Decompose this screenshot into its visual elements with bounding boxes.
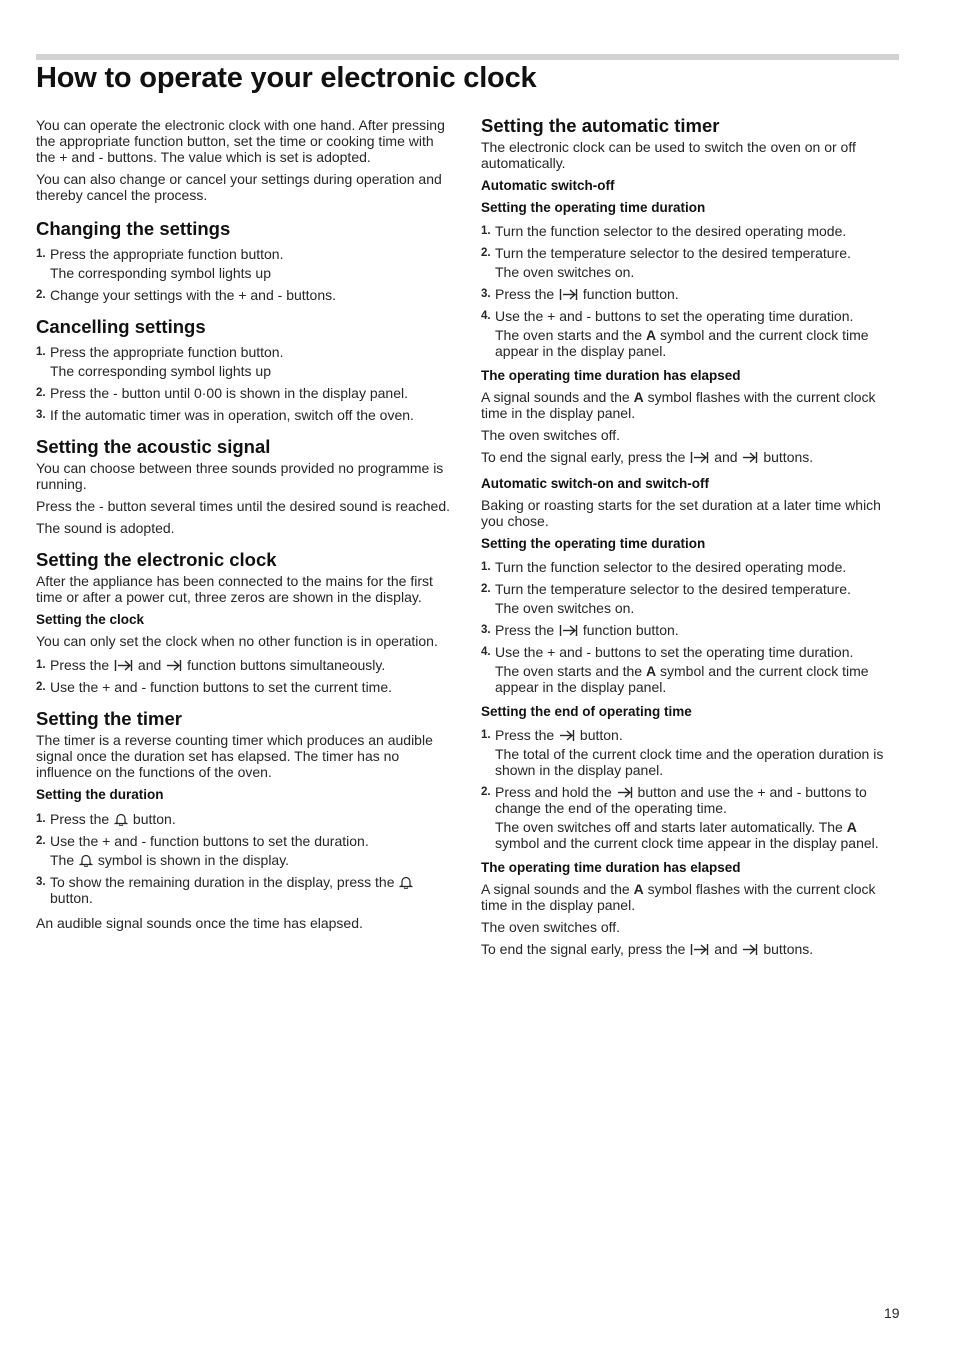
step-number: 1. [481,561,491,573]
sub-heading-setting-clock: Setting the clock [36,612,145,627]
paragraph: The electronic clock can be used to switch the oven on or off automatically. [481,139,856,171]
step-text: function button. [582,286,679,302]
step-result [495,819,899,851]
paragraph: The sound is adopted. [36,520,175,536]
step-text: button. [132,811,176,827]
step-text: button. [579,727,623,743]
step-text: Turn the function selector to the desired operating mode. [495,559,847,575]
step-text: Press the - button until 0·00 is shown in the display panel. [50,385,408,401]
list-item [36,874,454,906]
step-result [495,663,899,695]
step-text: function buttons simultaneously. [187,657,386,673]
text-run: and [714,449,738,465]
list-item [481,622,899,638]
text-run: A signal sounds and the [481,389,630,405]
end-time-icon [166,659,182,672]
duration-icon [559,288,578,301]
bell-icon [79,853,93,867]
end-time-icon [742,943,758,956]
list-item [481,223,899,239]
section-heading-changing: Changing the settings [36,218,231,239]
step-text: button and use the + and - buttons to change the end of the operating time. [495,784,867,816]
end-time-icon [742,451,758,464]
section-heading-acoustic: Setting the acoustic signal [36,436,271,457]
step-text: symbol and the current clock time appear in the display panel. [495,327,869,359]
list-item [36,833,454,868]
step-text: Press the [50,811,110,827]
step-result: The corresponding symbol lights up [50,265,272,281]
paragraph [481,881,899,913]
text-run: A signal sounds and the [481,881,630,897]
switch-off-steps [481,223,899,359]
list-item [36,407,454,423]
sub-heading-elapsed: The operating time duration has elapsed [481,860,741,875]
text-run: buttons. [763,449,814,465]
duration-icon [559,624,578,637]
list-item [36,246,454,281]
sub-heading-operating-time: Setting the operating time duration [481,536,706,551]
list-item [36,679,454,695]
page-title: How to operate your electronic clock [36,62,537,94]
step-number: 1. [481,729,491,741]
automatic-symbol: A [633,389,644,405]
cancelling-steps [36,344,454,423]
step-result: The oven switches on. [495,264,635,280]
step-number: 1. [481,225,491,237]
text-run: symbol flashes with the current clock time in the display panel. [481,881,876,913]
paragraph: You can only set the clock when no other function is in operation. [36,633,438,649]
list-item [36,811,454,827]
sub-heading-end-time: Setting the end of operating time [481,704,692,719]
step-text: Press the [495,286,555,302]
step-text: function button. [582,622,679,638]
duration-icon [690,943,709,956]
section-heading-cancelling: Cancelling settings [36,316,206,337]
text-run: symbol flashes with the current clock time in the display panel. [481,389,876,421]
step-number: 2. [36,835,46,847]
step-number: 3. [36,409,46,421]
intro-paragraph: You can operate the electronic clock with one hand. After pressing the appropriate function button, set the time or cooking time with the + and - buttons. The value which is set is adopted. [36,117,445,165]
step-number: 1. [36,813,46,825]
list-item [36,385,454,401]
sub-heading-automatic-switch-off: Automatic switch-off [481,178,615,193]
list-item [481,559,899,575]
step-text: symbol is shown in the display. [97,852,290,868]
paragraph: An audible signal sounds once the time has elapsed. [36,915,363,931]
bell-icon [399,875,413,889]
step-text: The oven starts and the [495,663,643,679]
step-number: 3. [481,624,491,636]
step-result: The oven switches on. [495,600,635,616]
step-text: The oven switches off and starts later automatically. The [495,819,843,835]
automatic-symbol: A [645,327,657,343]
step-text: Use the + and - buttons to set the operating time duration. [495,644,854,660]
step-text: Use the + and - buttons to set the operating time duration. [495,308,854,324]
sub-heading-switch-on-off: Automatic switch-on and switch-off [481,476,709,491]
paragraph: After the appliance has been connected to the mains for the first time or after a power cut, three zeros are shown in the display. [36,573,433,605]
step-number: 2. [481,247,491,259]
section-heading-automatic-timer: Setting the automatic timer [481,115,720,136]
paragraph: The oven switches off. [481,427,621,443]
changing-steps [36,246,454,303]
text-run: To end the signal early, press the [481,941,686,957]
step-number: 1. [36,248,46,260]
end-time-steps [481,727,899,851]
step-text: The oven starts and the [495,327,643,343]
left-column [36,117,454,931]
step-number: 2. [36,387,46,399]
section-heading-electronic-clock: Setting the electronic clock [36,549,277,570]
paragraph [481,449,899,465]
paragraph: You can choose between three sounds provided no programme is running. [36,460,444,492]
bell-icon [114,812,128,826]
list-item [481,308,899,359]
step-number: 4. [481,646,491,658]
step-text: symbol and the current clock time appear in the display panel. [495,835,879,851]
list-item [481,581,899,616]
list-item [481,784,899,851]
step-text: Turn the temperature selector to the desired temperature. [495,581,851,597]
step-result: The total of the current clock time and the operation duration is shown in the display panel. [495,746,884,778]
step-text: Use the + and - function buttons to set the current time. [50,679,393,695]
step-text: Use the + and - function buttons to set the duration. [50,833,369,849]
sub-heading-operating-time: Setting the operating time duration [481,200,706,215]
step-text: Turn the temperature selector to the desired temperature. [495,245,851,261]
list-item [481,644,899,695]
step-text: Press the [495,622,555,638]
step-text: The [50,852,75,868]
text-run: To end the signal early, press the [481,449,686,465]
paragraph: The timer is a reverse counting timer which produces an audible signal once the duration set has elapsed. The timer has no influence on the functions of the oven. [36,732,433,780]
step-text: Press and hold the [495,784,612,800]
step-text: and [137,657,162,673]
step-text: To show the remaining duration in the display, press the [50,874,395,890]
paragraph: Press the - button several times until the desired sound is reached. [36,498,450,514]
step-text: Press the appropriate function button. [50,246,284,262]
automatic-symbol: A [645,663,657,679]
text-run: and [714,941,738,957]
list-item [481,245,899,280]
step-result: The corresponding symbol lights up [50,363,272,379]
step-text: Press the appropriate function button. [50,344,284,360]
section-heading-timer: Setting the timer [36,708,182,729]
step-result [495,327,899,359]
list-item [36,287,454,303]
step-text: symbol and the current clock time appear in the display panel. [495,663,869,695]
paragraph [481,389,899,421]
start-time-icon [114,659,133,672]
step-number: 4. [481,310,491,322]
list-item [36,657,454,673]
clock-steps [36,657,454,695]
text-run: buttons. [763,941,814,957]
list-item [481,286,899,302]
step-number: 3. [481,288,491,300]
step-number: 2. [36,289,46,301]
automatic-symbol: A [846,819,857,835]
step-number: 2. [481,786,491,798]
step-result [50,852,454,868]
list-item [481,727,899,778]
step-number: 2. [36,681,46,693]
right-column [481,115,899,957]
step-text: Press the [50,657,110,673]
automatic-symbol: A [633,881,644,897]
end-time-icon [617,786,633,799]
step-text: Turn the function selector to the desired operating mode. [495,223,847,239]
switch-on-off-steps [481,559,899,695]
timer-steps [36,811,454,906]
paragraph: Baking or roasting starts for the set duration at a later time which you chose. [481,497,881,529]
step-number: 2. [481,583,491,595]
list-item [36,344,454,379]
step-number: 1. [36,346,46,358]
paragraph: The oven switches off. [481,919,621,935]
step-number: 1. [36,659,46,671]
sub-heading-elapsed: The operating time duration has elapsed [481,368,741,383]
intro-paragraph: You can also change or cancel your settings during operation and thereby cancel the process. [36,171,442,203]
step-text: Press the [495,727,555,743]
step-number: 3. [36,876,46,888]
step-text: If the automatic timer was in operation, switch off the oven. [50,407,414,423]
paragraph [481,941,899,957]
step-text: button. [50,890,93,906]
end-time-icon [559,729,575,742]
step-text: Change your settings with the + and - buttons. [50,287,337,303]
page-number: 19 [884,1305,900,1321]
sub-heading-setting-duration: Setting the duration [36,787,164,802]
duration-icon [690,451,709,464]
